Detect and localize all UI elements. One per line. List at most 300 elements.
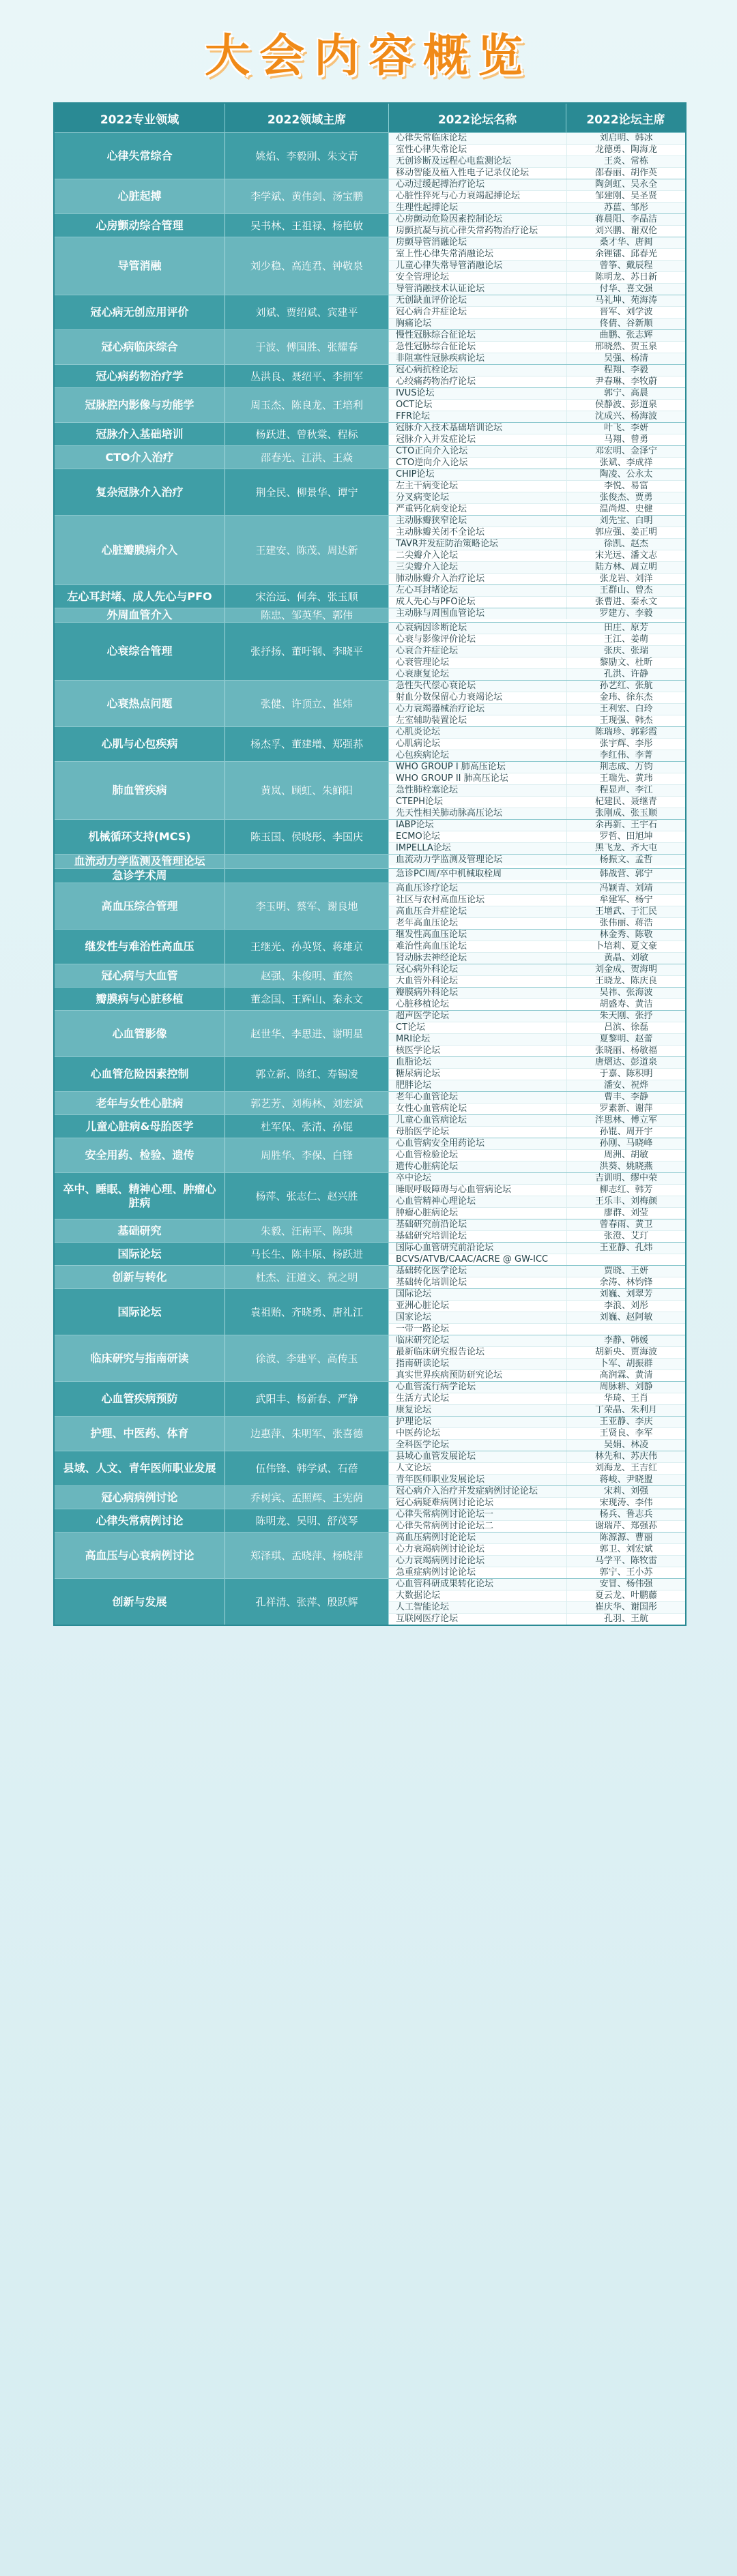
domain-name: 冠心病与大血管 <box>55 964 225 987</box>
domain-group <box>55 1219 685 1242</box>
forum-list <box>389 1451 685 1485</box>
forum-list <box>389 1011 685 1056</box>
forum-name: WHO GROUP I 肺高压论坛 <box>396 762 506 772</box>
forum-row <box>389 883 685 895</box>
forum-hosts: 吉训明、缪中荣 <box>566 1173 685 1184</box>
domain-group <box>55 1335 685 1381</box>
forum-name: 心血管精神心理论坛 <box>396 1196 476 1206</box>
domain-chairs: 刘斌、贾绍斌、宾建平 <box>225 295 389 329</box>
domain-group <box>55 179 685 213</box>
forum-list <box>389 1115 685 1138</box>
forum-row <box>389 1393 685 1405</box>
forum-row <box>389 1428 685 1440</box>
domain-chairs: 周胜华、李保、白锋 <box>225 1138 389 1172</box>
forum-row <box>389 1486 685 1498</box>
domain-group <box>55 868 685 883</box>
forum-hosts: 周洲、胡敏 <box>566 1150 685 1161</box>
forum-hosts: 李红伟、李菁 <box>566 750 685 761</box>
forum-hosts: 张俊杰、贾勇 <box>566 492 685 503</box>
domain-name: 基础研究 <box>55 1219 225 1242</box>
domain-group <box>55 608 685 622</box>
forum-name: 非阻塞性冠脉疾病论坛 <box>396 353 485 364</box>
forum-row <box>389 1417 685 1428</box>
header-domain: 2022专业领域 <box>55 104 225 132</box>
forum-name: 高血压合并症论坛 <box>396 906 467 917</box>
forum-hosts: 王亚静、李庆 <box>566 1417 685 1427</box>
forum-name: 心血管病安全用药论坛 <box>396 1138 485 1149</box>
forum-row <box>389 1602 685 1614</box>
domain-chairs: 王建安、陈茂、周达新 <box>225 516 389 584</box>
forum-hosts: 张刚成、张玉顺 <box>566 808 685 819</box>
forum-row <box>389 527 685 539</box>
forum-hosts: 孔羽、王航 <box>566 1614 685 1625</box>
domain-group <box>55 929 685 964</box>
domain-chairs: 伍伟锋、韩学斌、石蓓 <box>225 1451 389 1485</box>
domain-group <box>55 1381 685 1416</box>
domain-group <box>55 854 685 868</box>
forum-list <box>389 237 685 295</box>
forum-hosts: 付华、喜文强 <box>566 284 685 295</box>
forum-name: CTO正向介入论坛 <box>396 446 468 456</box>
forum-name: 室性心律失常论坛 <box>396 145 467 155</box>
forum-name: 主动脉瓣关闭不全论坛 <box>396 527 485 537</box>
forum-name: 女性心血管病论坛 <box>396 1104 467 1114</box>
forum-hosts: 金玮、徐东杰 <box>566 692 685 703</box>
forum-row <box>389 400 685 411</box>
forum-name: 导管消融技术认证论坛 <box>396 284 485 294</box>
domain-group <box>55 726 685 761</box>
forum-row <box>389 1254 685 1265</box>
forum-hosts: 刘巍、赵阿敏 <box>566 1312 685 1323</box>
forum-row <box>389 1138 685 1150</box>
forum-hosts: 余涛、林钧锋 <box>566 1277 685 1288</box>
forum-hosts: 孔洪、许静 <box>566 669 685 680</box>
forum-list <box>389 1173 685 1219</box>
forum-name: 移动智能及植入性电子记录仪论坛 <box>396 168 530 178</box>
forum-name: 指南研读论坛 <box>396 1359 450 1369</box>
forum-name: 心衰与影像评价论坛 <box>396 634 476 645</box>
forum-hosts: 杨兵、鲁志兵 <box>566 1509 685 1520</box>
forum-row <box>389 226 685 237</box>
forum-name: 继发性高血压论坛 <box>396 930 467 940</box>
forum-name: 国家论坛 <box>396 1312 432 1322</box>
forum-name: CT论坛 <box>396 1022 426 1033</box>
forum-hosts: 潘安、祝烨 <box>566 1080 685 1091</box>
forum-hosts: 曹丰、李静 <box>566 1092 685 1103</box>
forum-hosts: 孙锟、周开宇 <box>566 1127 685 1138</box>
forum-hosts: 邵春丽、胡作英 <box>566 168 685 179</box>
domain-group <box>55 1288 685 1335</box>
forum-name: 全科医学论坛 <box>396 1440 450 1450</box>
forum-name: 真实世界疾病预防研究论坛 <box>396 1370 503 1380</box>
forum-row <box>389 504 685 515</box>
domain-name: 高血压综合管理 <box>55 883 225 929</box>
forum-row <box>389 330 685 342</box>
forum-row <box>389 773 685 785</box>
forum-row <box>389 831 685 843</box>
domain-chairs: 徐波、李建平、高传玉 <box>225 1335 389 1381</box>
forum-row <box>389 376 685 387</box>
domain-name: 机械循环支持(MCS) <box>55 820 225 854</box>
domain-name: 高血压与心衰病例讨论 <box>55 1533 225 1578</box>
forum-row <box>389 1324 685 1335</box>
table-header <box>55 104 685 132</box>
forum-name: 心包疾病论坛 <box>396 750 450 760</box>
forum-list <box>389 330 685 364</box>
forum-name: 青年医师职业发展论坛 <box>396 1475 485 1485</box>
forum-hosts: 宋现涛、李伟 <box>566 1498 685 1509</box>
domain-group <box>55 1138 685 1172</box>
forum-row <box>389 434 685 445</box>
forum-row <box>389 1301 685 1312</box>
forum-name: 血脂论坛 <box>396 1057 432 1067</box>
forum-hosts: 吴祎、张海波 <box>566 988 685 998</box>
domain-chairs: 杨萍、张志仁、赵兴胜 <box>225 1173 389 1219</box>
domain-name: 卒中、睡眠、精神心理、肿瘤心脏病 <box>55 1173 225 1219</box>
forum-list <box>389 1382 685 1416</box>
forum-name: 一带一路论坛 <box>396 1324 450 1334</box>
domain-name: 心律失常病例讨论 <box>55 1509 225 1532</box>
forum-hosts: 胡新央、贾海波 <box>566 1347 685 1358</box>
forum-hosts <box>566 1254 685 1265</box>
forum-hosts: 李浪、刘彤 <box>566 1301 685 1312</box>
domain-name: 冠心病药物治疗学 <box>55 365 225 387</box>
forum-name: TAVR并发症防治策略论坛 <box>396 539 498 549</box>
forum-name: 心动过缓起搏治疗论坛 <box>396 179 485 190</box>
forum-row <box>389 492 685 504</box>
forum-name: 冠心病介入治疗并发症病例讨论论坛 <box>396 1486 538 1496</box>
forum-row <box>389 284 685 295</box>
forum-list <box>389 1533 685 1578</box>
forum-hosts: 刘海龙、王吉红 <box>566 1463 685 1474</box>
forum-row <box>389 458 685 469</box>
forum-list <box>389 1335 685 1381</box>
domain-chairs: 丛洪良、聂绍平、李拥军 <box>225 365 389 387</box>
domain-chairs: 宋治远、何奔、张玉顺 <box>225 585 389 608</box>
forum-hosts: 冯颖青、刘靖 <box>566 883 685 894</box>
forum-hosts: 黄晶、刘敏 <box>566 953 685 964</box>
forum-row <box>389 1347 685 1359</box>
domain-name: 心脏起搏 <box>55 179 225 213</box>
forum-hosts: 崔庆华、谢国彤 <box>566 1602 685 1613</box>
domain-name: 继发性与难治性高血压 <box>55 930 225 964</box>
forum-row <box>389 1069 685 1080</box>
forum-row <box>389 1277 685 1288</box>
forum-hosts: 刘巍、刘翠芳 <box>566 1289 685 1300</box>
forum-name: 县域心血管发展论坛 <box>396 1451 476 1462</box>
forum-name: 冠心病抗栓论坛 <box>396 365 459 375</box>
forum-list <box>389 1486 685 1509</box>
forum-row <box>389 585 685 597</box>
forum-list <box>389 883 685 929</box>
forum-name: 成人先心与PFO论坛 <box>396 597 476 607</box>
forum-hosts: 马翔、曾勇 <box>566 434 685 445</box>
forum-row <box>389 964 685 976</box>
forum-row <box>389 1034 685 1046</box>
forum-name: ECMO论坛 <box>396 831 440 842</box>
forum-row <box>389 446 685 458</box>
domain-name: 心房颤动综合管理 <box>55 214 225 237</box>
forum-list <box>389 585 685 608</box>
domain-chairs: 乔树宾、孟照辉、王宪荫 <box>225 1486 389 1509</box>
forum-hosts: 曲鹏、张志辉 <box>566 330 685 341</box>
domain-name: 心肌与心包疾病 <box>55 727 225 761</box>
forum-row <box>389 574 685 584</box>
forum-hosts: 陈明龙、苏日新 <box>566 272 685 283</box>
forum-hosts: 郭卫、刘宏斌 <box>566 1544 685 1555</box>
forum-hosts: 张庆、张瑞 <box>566 646 685 657</box>
forum-name: 左心耳封堵论坛 <box>396 585 459 595</box>
domain-group <box>55 364 685 387</box>
domain-chairs: 赵世华、李思进、谢明星 <box>225 1011 389 1056</box>
forum-hosts: 洪葵、姚晓燕 <box>566 1161 685 1172</box>
forum-hosts: 邓宏明、金泽宁 <box>566 446 685 457</box>
domain-group <box>55 883 685 929</box>
forum-row <box>389 657 685 669</box>
forum-list <box>389 469 685 515</box>
forum-hosts: 曾筝、戴辰程 <box>566 261 685 271</box>
forum-row <box>389 1312 685 1324</box>
forum-hosts: 王炎、常栋 <box>566 156 685 167</box>
forum-row <box>389 1405 685 1416</box>
forum-hosts: 王亚静、孔炜 <box>566 1243 685 1254</box>
forum-hosts: 张晓丽、杨敏福 <box>566 1046 685 1056</box>
forum-name: 高血压诊疗论坛 <box>396 883 459 893</box>
forum-name: MRI论坛 <box>396 1034 431 1044</box>
forum-row <box>389 930 685 941</box>
forum-name: 血流动力学监测及管理论坛 <box>396 855 503 865</box>
forum-name: 人文论坛 <box>396 1463 432 1473</box>
header-chair: 2022领域主席 <box>225 104 389 132</box>
forum-hosts: 程显声、李江 <box>566 785 685 796</box>
forum-list <box>389 295 685 329</box>
domain-chairs: 杜军保、张清、孙锟 <box>225 1115 389 1138</box>
forum-name: 大血管外科论坛 <box>396 976 459 986</box>
forum-name: CHIP论坛 <box>396 469 435 479</box>
forum-hosts: 刘兴鹏、谢双伦 <box>566 226 685 237</box>
forum-row <box>389 1335 685 1347</box>
forum-name: 心血管流行病学论坛 <box>396 1382 476 1392</box>
forum-list <box>389 365 685 387</box>
domain-name: 老年与女性心脏病 <box>55 1092 225 1114</box>
domain-chairs: 张抒扬、董吁钢、李晓平 <box>225 623 389 680</box>
forum-hosts: 刘先宝、白明 <box>566 516 685 527</box>
forum-hosts: 蒋晨阳、李晶洁 <box>566 214 685 225</box>
forum-hosts: 于嘉、陈积明 <box>566 1069 685 1080</box>
forum-hosts: 吕滨、徐磊 <box>566 1022 685 1033</box>
forum-row <box>389 1266 685 1277</box>
forum-name: 临床研究论坛 <box>396 1335 450 1346</box>
forum-name: 左室辅助装置论坛 <box>396 715 467 726</box>
forum-row <box>389 307 685 319</box>
forum-list <box>389 1579 685 1625</box>
domain-group <box>55 1265 685 1288</box>
forum-row <box>389 1567 685 1578</box>
domain-group <box>55 584 685 608</box>
domain-group <box>55 1451 685 1485</box>
forum-name: 肾动脉去神经论坛 <box>396 953 467 963</box>
forum-hosts: 郭宁、高晨 <box>566 388 685 399</box>
forum-hosts: 高润霖、黄清 <box>566 1370 685 1381</box>
forum-list <box>389 762 685 819</box>
domain-group <box>55 761 685 819</box>
forum-name: 瓣膜病外科论坛 <box>396 988 459 998</box>
forum-hosts: 廖群、刘莹 <box>566 1208 685 1219</box>
forum-name: 射血分数保留心力衰竭论坛 <box>396 692 503 702</box>
forum-name: WHO GROUP II 肺高压论坛 <box>396 773 508 784</box>
forum-row <box>389 156 685 168</box>
forum-row <box>389 999 685 1010</box>
forum-name: 冠脉介入技术基础培训论坛 <box>396 423 503 433</box>
domain-chairs: 陈明龙、吴明、舒茂琴 <box>225 1509 389 1532</box>
forum-row <box>389 1475 685 1485</box>
forum-name: 心房颤动危险因素控制论坛 <box>396 214 503 224</box>
forum-hosts: 陶剑虹、吴永全 <box>566 179 685 190</box>
forum-list <box>389 930 685 964</box>
forum-row <box>389 1463 685 1475</box>
forum-row <box>389 1161 685 1172</box>
forum-row <box>389 1057 685 1069</box>
forum-row <box>389 953 685 964</box>
forum-hosts: 佟倩、谷新顺 <box>566 319 685 329</box>
domain-group <box>55 422 685 445</box>
domain-chairs: 黄岚、顾虹、朱鲜阳 <box>225 762 389 819</box>
domain-group <box>55 1578 685 1625</box>
forum-hosts: 张宇辉、李彤 <box>566 739 685 750</box>
domain-chairs: 荆全民、柳景华、谭宁 <box>225 469 389 515</box>
forum-hosts: 孙艺红、张航 <box>566 681 685 692</box>
forum-list <box>389 1243 685 1265</box>
forum-row <box>389 1080 685 1091</box>
domain-group <box>55 469 685 515</box>
forum-row <box>389 797 685 808</box>
forum-name: 肥胖论坛 <box>396 1080 432 1091</box>
forum-hosts: 宋莉、刘强 <box>566 1486 685 1497</box>
forum-row <box>389 1127 685 1138</box>
domain-group <box>55 1114 685 1138</box>
forum-name: IVUS论坛 <box>396 388 435 398</box>
forum-row <box>389 1115 685 1127</box>
forum-row <box>389 623 685 634</box>
forum-name: 心律失常病例讨论论坛一 <box>396 1509 494 1520</box>
forum-name: 室上性心律失常消融论坛 <box>396 249 494 259</box>
domain-name: 冠心病病例讨论 <box>55 1486 225 1509</box>
forum-name: 基础研究前沿论坛 <box>396 1219 467 1230</box>
forum-row <box>389 1521 685 1532</box>
forum-hosts: 张曹进、秦永文 <box>566 597 685 608</box>
forum-name: 老年高血压论坛 <box>396 918 459 928</box>
domain-chairs: 董念国、王辉山、秦永文 <box>225 988 389 1010</box>
forum-hosts: 王乐丰、刘梅颜 <box>566 1196 685 1207</box>
forum-name: 基础转化医学论坛 <box>396 1266 467 1276</box>
domain-name: 国际论坛 <box>55 1243 225 1265</box>
forum-row <box>389 562 685 574</box>
forum-hosts: 唐熠达、彭道泉 <box>566 1057 685 1068</box>
forum-row <box>389 597 685 608</box>
forum-hosts: 朱天刚、张抒 <box>566 1011 685 1022</box>
forum-row <box>389 762 685 773</box>
domain-group <box>55 213 685 237</box>
domain-name: 儿童心脏病&母胎医学 <box>55 1115 225 1138</box>
forum-row <box>389 133 685 145</box>
forum-row <box>389 1022 685 1034</box>
forum-name: 中医药论坛 <box>396 1428 441 1438</box>
domain-chairs: 赵强、朱俊明、董然 <box>225 964 389 987</box>
forum-row <box>389 191 685 203</box>
domain-name: 县域、人文、青年医师职业发展 <box>55 1451 225 1485</box>
forum-row <box>389 715 685 726</box>
forum-hosts: 韩战营、郭宁 <box>566 869 685 880</box>
forum-name: CTEPH论坛 <box>396 797 443 807</box>
domain-chairs: 陈忠、邹英华、郭伟 <box>225 608 389 622</box>
forum-hosts: 杨振文、孟哲 <box>566 855 685 865</box>
domain-chairs: 郑泽琪、孟晓萍、杨晓萍 <box>225 1533 389 1578</box>
forum-hosts: 林金秀、陈敬 <box>566 930 685 941</box>
domain-name: 血流动力学监测及管理论坛 <box>55 855 225 868</box>
domain-name: 急诊学术周 <box>55 869 225 883</box>
domain-group <box>55 819 685 854</box>
forum-name: 糖尿病论坛 <box>396 1069 441 1079</box>
forum-row <box>389 1196 685 1208</box>
forum-list <box>389 1219 685 1242</box>
domain-group <box>55 622 685 680</box>
forum-name: 房颤抗凝与抗心律失常药物治疗论坛 <box>396 226 538 236</box>
domain-group <box>55 132 685 179</box>
forum-hosts: 龙德勇、陶海龙 <box>566 145 685 156</box>
forum-row <box>389 750 685 761</box>
forum-name: 急性失代偿心衰论坛 <box>396 681 476 691</box>
forum-list <box>389 1417 685 1451</box>
domain-group <box>55 1172 685 1219</box>
forum-row <box>389 988 685 999</box>
domain-group <box>55 1416 685 1451</box>
domain-chairs: 邵春光、江洪、王焱 <box>225 446 389 469</box>
forum-hosts: 李悦、易富 <box>566 481 685 492</box>
forum-name: 冠心病疑难病例讨论论坛 <box>396 1498 494 1508</box>
forum-hosts: 陆方林、周立明 <box>566 562 685 573</box>
forum-name: 心衰合并症论坛 <box>396 646 459 656</box>
forum-name: 急性肺栓塞论坛 <box>396 785 459 795</box>
domain-chairs: 马长生、陈丰原、杨跃进 <box>225 1243 389 1265</box>
page-title: 大会内容概览 <box>205 29 532 82</box>
header-host: 2022论坛主席 <box>586 113 665 127</box>
forum-hosts: 卜培莉、夏文豪 <box>566 941 685 952</box>
domain-chairs <box>225 869 389 883</box>
forum-list <box>389 423 685 445</box>
domain-name: 创新与发展 <box>55 1579 225 1625</box>
forum-name: 康复论坛 <box>396 1405 432 1415</box>
forum-name: 主动脉与周围血管论坛 <box>396 608 485 619</box>
forum-hosts: 牟建军、杨宁 <box>566 895 685 906</box>
forum-row <box>389 820 685 831</box>
forum-name: 三尖瓣介入论坛 <box>396 562 459 572</box>
forum-name: IABP论坛 <box>396 820 434 830</box>
domain-chairs: 陈玉国、侯晓彤、李国庆 <box>225 820 389 854</box>
forum-name: CTO逆向介入论坛 <box>396 458 468 468</box>
domain-group <box>55 445 685 469</box>
forum-row <box>389 1451 685 1463</box>
domain-group <box>55 329 685 364</box>
forum-list <box>389 133 685 179</box>
forum-name: 遗传心脏病论坛 <box>396 1161 459 1172</box>
domain-name: 冠心病无创应用评价 <box>55 295 225 329</box>
forum-row <box>389 669 685 680</box>
forum-name: 心绞痛药物治疗论坛 <box>396 376 476 387</box>
domain-name: 肺血管疾病 <box>55 762 225 819</box>
forum-hosts: 桑才华、唐闽 <box>566 237 685 248</box>
forum-name: 卒中论坛 <box>396 1173 432 1183</box>
forum-row <box>389 1185 685 1196</box>
